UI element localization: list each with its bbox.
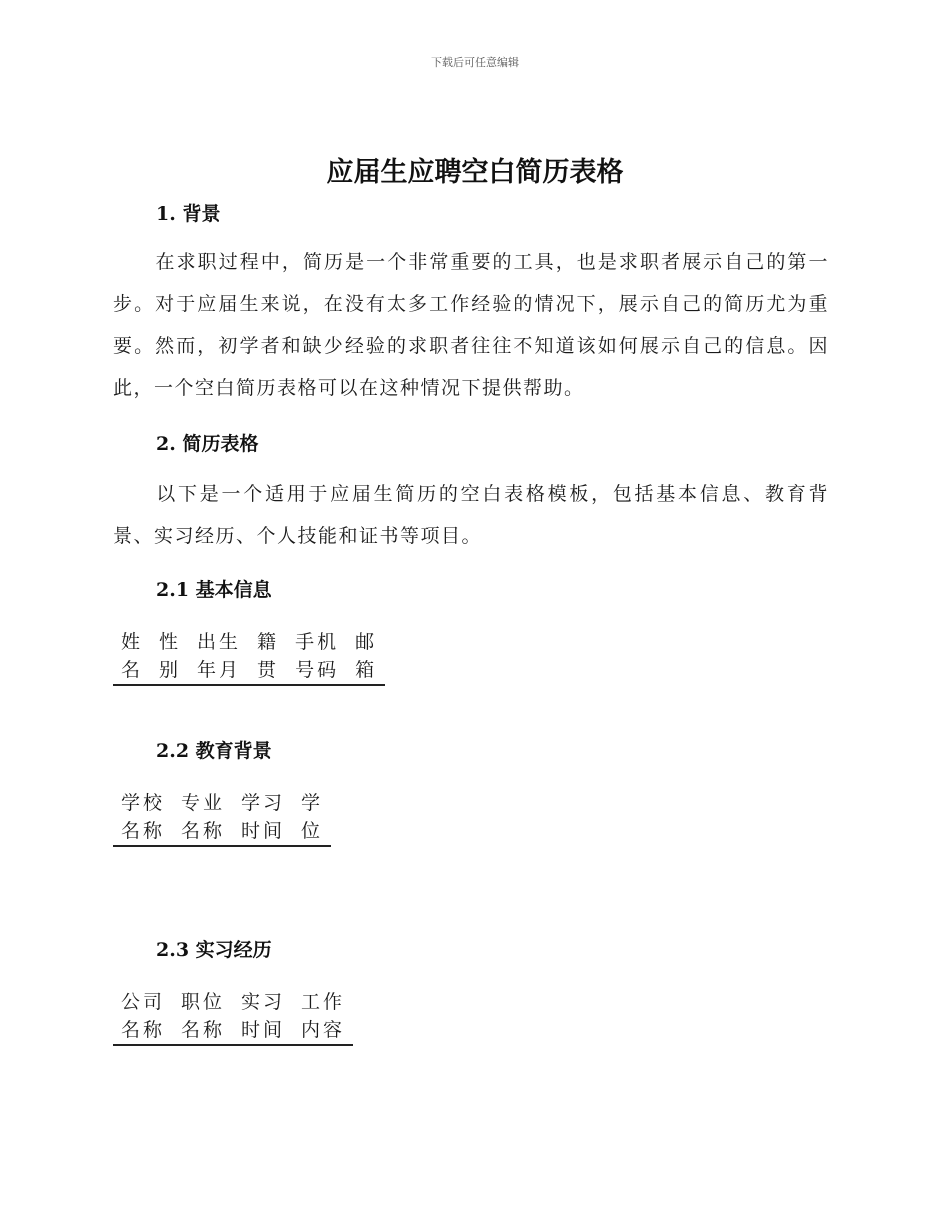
page-header: 下载后可任意编辑: [431, 56, 519, 69]
column-header-company: 公司 名称: [113, 988, 173, 1045]
section-heading-education: 2.2 教育背景: [156, 740, 272, 762]
column-header-school: 学校 名称: [113, 789, 173, 846]
paragraph-background-text: 在求职过程中，简历是一个非常重要的工具，也是求职者展示自己的第一步。对于应届生来说，在没有太多工作经验的情况下，展示自己的简历尤为重要。然而，初学者和缺少经验的求职者往往不知道该如何展示自己的信息。因此，一个空白简历表格可以在这种情况下提供帮助。: [113, 251, 829, 399]
section-heading-resume-form: 2. 简历表格: [156, 433, 259, 455]
paragraph-resume-form-text: 以下是一个适用于应届生简历的空白表格模板，包括基本信息、教育背景、实习经历、个人技能和证书等项目。: [113, 483, 829, 547]
column-header-phone: 手机 号码: [287, 628, 347, 685]
table-header-row: [113, 988, 353, 1045]
paragraph-background: [113, 241, 829, 409]
section-heading-internship: 2.3 实习经历: [156, 939, 272, 961]
column-header-name: 姓 名: [113, 628, 151, 685]
column-header-position: 职位 名称: [173, 988, 233, 1045]
paragraph-resume-form: [113, 473, 829, 557]
table-header-row: [113, 789, 331, 846]
column-header-degree: 学 位: [293, 789, 331, 846]
basic-info-table: [113, 628, 385, 686]
column-header-study-period: 学习 时间: [233, 789, 293, 846]
table-header-row: [113, 628, 385, 685]
column-header-email: 邮 箱: [347, 628, 385, 685]
column-header-internship-period: 实习 时间: [233, 988, 293, 1045]
section-heading-background: 1. 背景: [156, 203, 221, 225]
column-header-major: 专业 名称: [173, 789, 233, 846]
column-header-native-place: 籍 贯: [249, 628, 287, 685]
column-header-gender: 性 别: [151, 628, 189, 685]
internship-table: [113, 988, 353, 1046]
section-heading-basic-info: 2.1 基本信息: [156, 579, 272, 601]
education-table: [113, 789, 331, 847]
column-header-birth-date: 出生 年月: [189, 628, 249, 685]
document-title: 应届生应聘空白简历表格: [326, 157, 624, 188]
column-header-work-content: 工作 内容: [293, 988, 353, 1045]
